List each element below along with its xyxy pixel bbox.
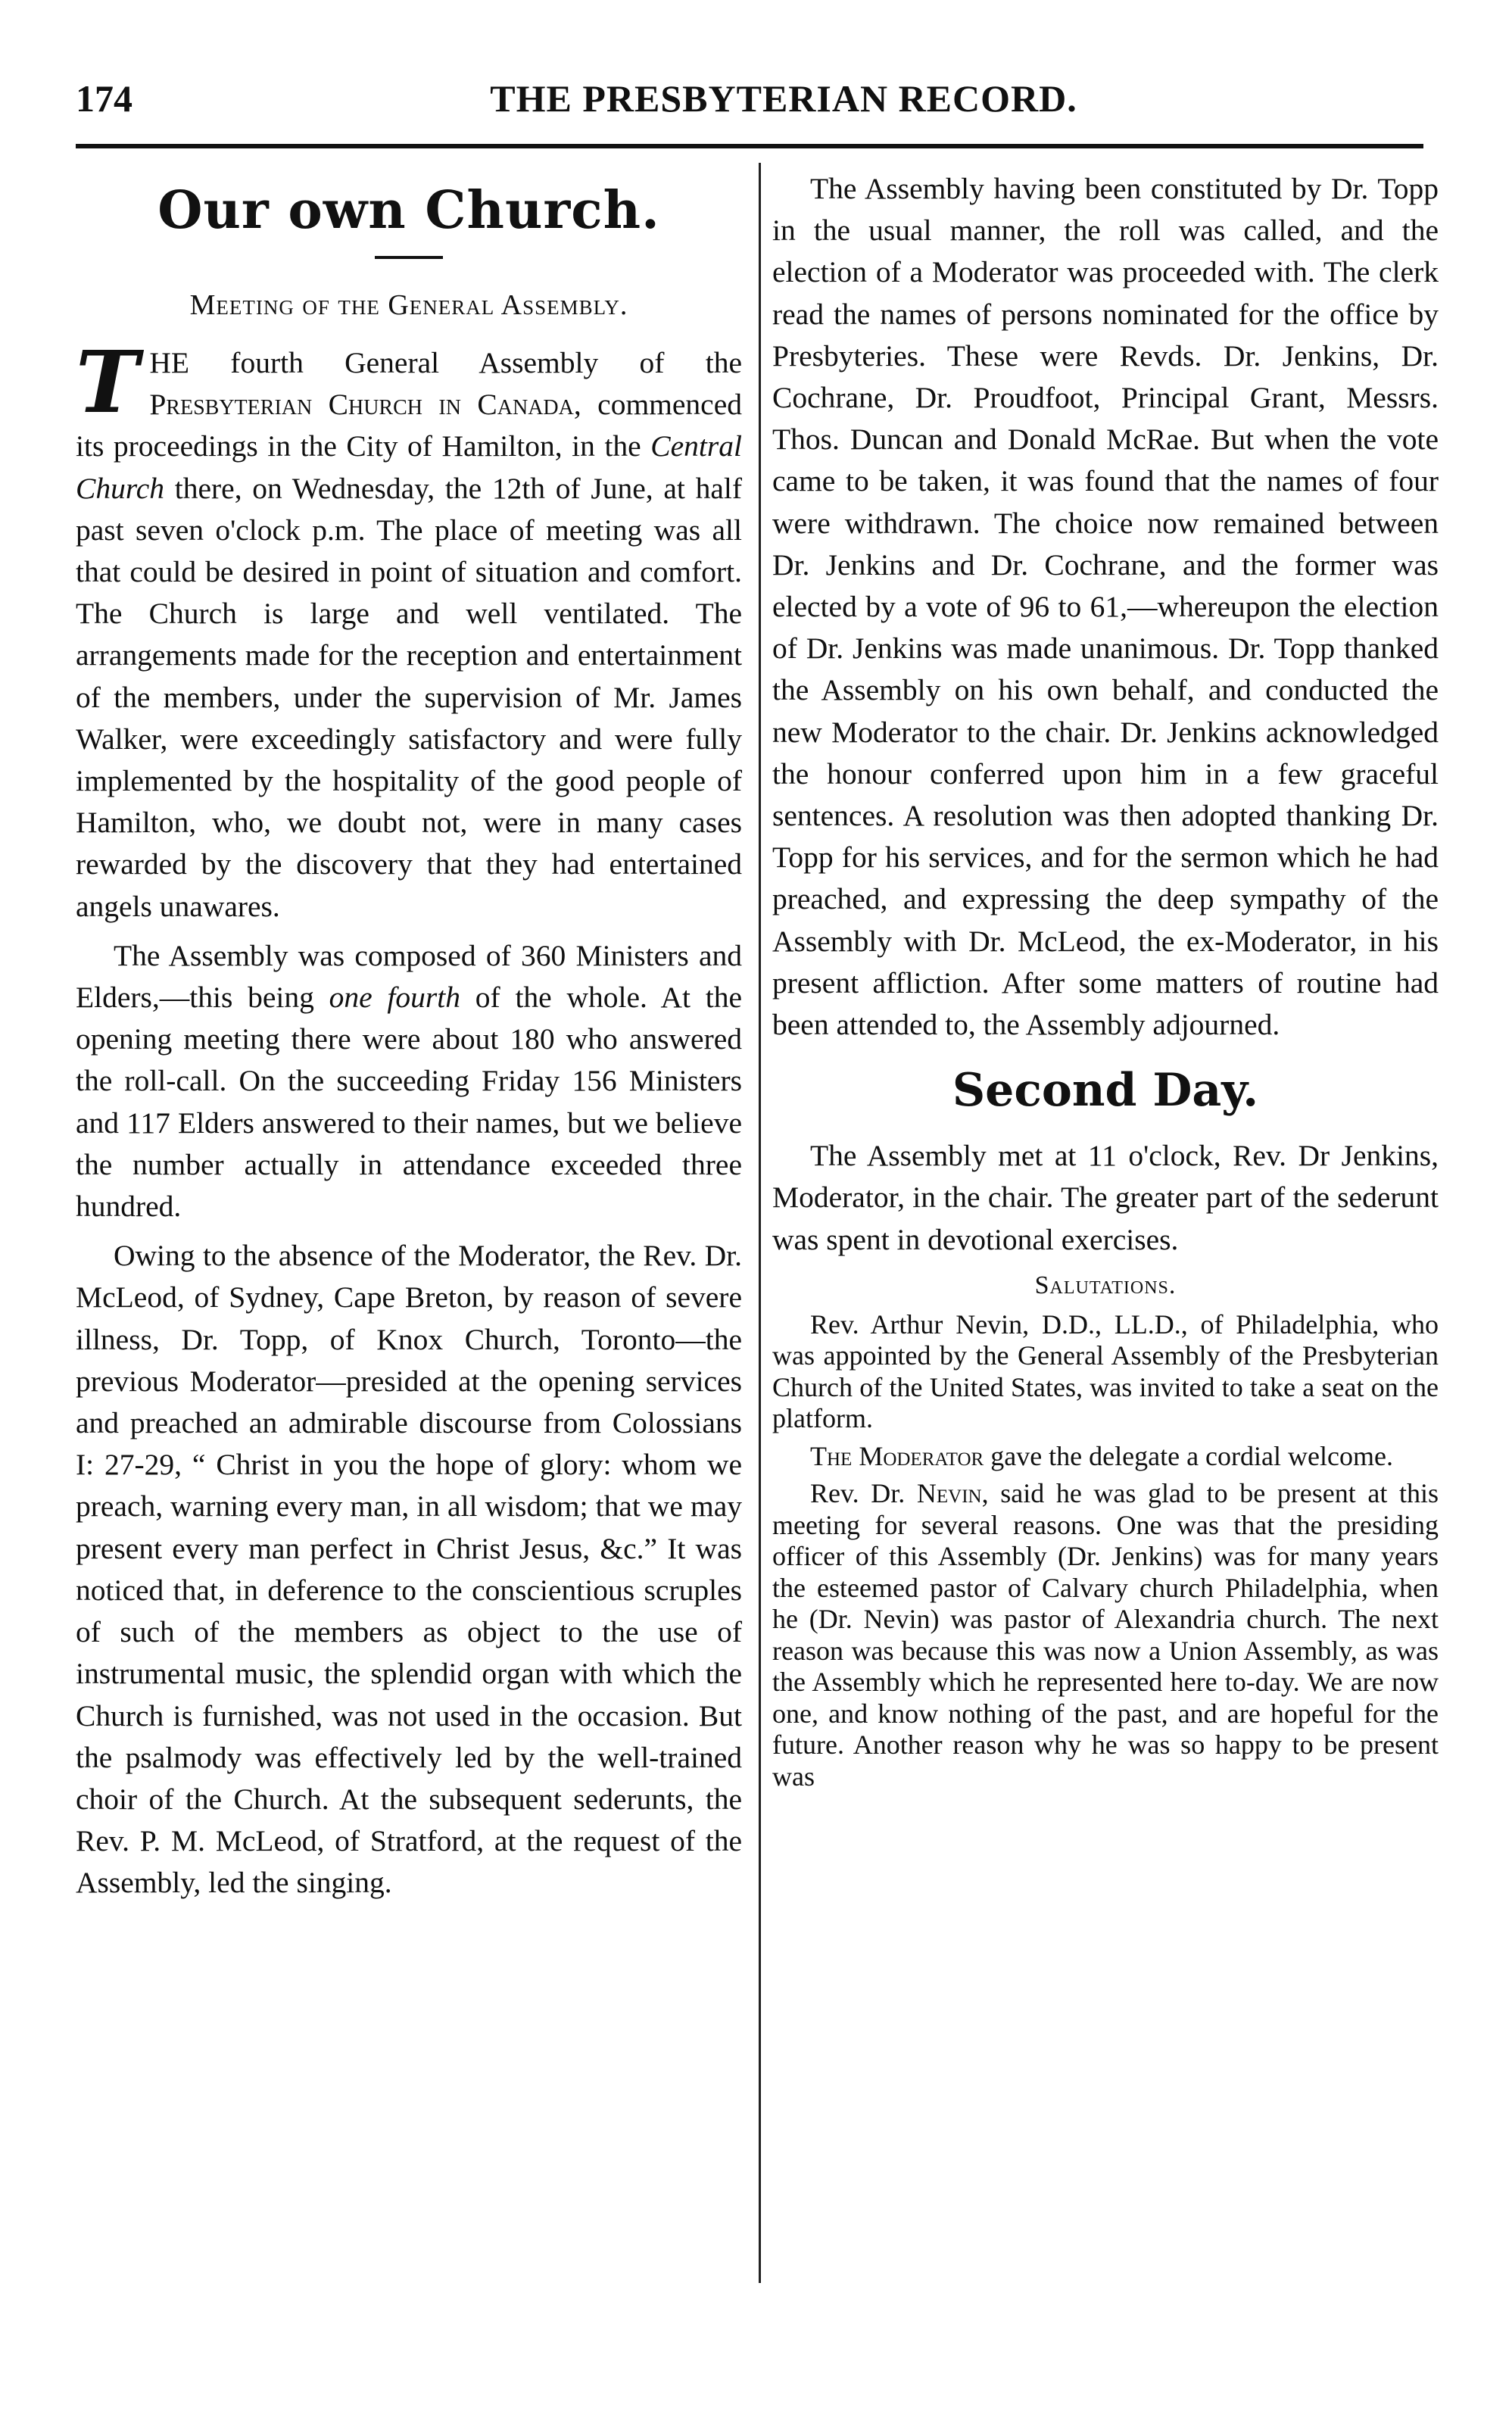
- article-subhead: Meeting of the General Assembly.: [189, 289, 628, 321]
- page-header: [76, 76, 1439, 136]
- section-title: Our own Church.: [157, 180, 660, 241]
- running-head: THE PRESBYTERIAN RECORD.: [490, 77, 1077, 120]
- column-divider: [759, 163, 761, 2283]
- paragraph-moderator-welcome: The Moderator gave the delegate a cordial welcome.: [810, 1440, 1393, 1471]
- paragraph-nevin-invite: Rev. Arthur Nevin, D.D., LL.D., of Philadelphia, who was appointed by the General Assembly of the Presbyterian Church of the United States, was invited to take a seat on the platform.: [772, 1308, 1439, 1434]
- paragraph-composition: The Assembly was composed of 360 Ministers and Elders,—this being one fourth of the whole. At the opening meeting there were about 180 who answered the roll-call. On the succeeding Friday 156 Ministers and 117 Elders answered to their names, but we believe the number actually in attendance exceeded three hundred.: [76, 938, 742, 1224]
- second-day-heading: Second Day.: [952, 1064, 1259, 1118]
- paragraph-second-day: The Assembly met at 11 o'clock, Rev. Dr Jenkins, Moderator, in the chair. The greater part of the sederunt was spent in devotional exercises.: [772, 1139, 1439, 1256]
- paragraph-opening: THE fourth General Assembly of the Presbyterian Church in Canada, commenced its proceedings in the City of Hamilton, in the Central Church there, on Wednesday, the 12th of June, at half past seven o'clock p.m. The place of meeting was all that could be desired in point of situation and comfort. The Church is large and well ventilated. The arrangements made for the reception and entertainment of the members, under the supervision of Mr. James Walker, were exceedingly satisfactory and were fully implemented by the hospitality of the good people of Hamilton, who, we doubt not, were in many cases rewarded by the discovery that they had entertained angels unawares.: [76, 333, 742, 923]
- left-column: [76, 167, 742, 1912]
- paragraph-election: The Assembly having been constituted by Dr. Topp in the usual manner, the roll was called, and the election of a Moderator was proceeded with. The clerk read the names of persons nominated for the office by Presbyteries. These were Revds. Dr. Jenkins, Dr. Cochrane, Dr. Proudfoot, Principal Grant, Messrs. Thos. Duncan and Donald McRae. But when the vote came to be taken, it was found that the names of four were withdrawn. The choice now remained between Dr. Jenkins and Dr. Cochrane, and the former was elected by a vote of 96 to 61,—whereupon the election of Dr. Jenkins was made unanimous. Dr. Topp thanked the Assembly on his own behalf, and conducted the new Moderator to the chair. Dr. Jenkins acknowledged the honour conferred upon him in a few graceful sentences. A resolution was then adopted thanking Dr. Topp for his services, and for the sermon which he had preached, and expressing the deep sympathy of the Assembly with Dr. McLeod, the ex-Moderator, in his present affliction. After some matters of routine had been attended to, the Assembly adjourned.: [772, 172, 1439, 1042]
- page-number: 174: [76, 77, 132, 120]
- title-dash: [375, 256, 443, 259]
- salutations-subhead: Salutations.: [1034, 1271, 1177, 1299]
- paragraph-nevin-speech: Rev. Dr. Nevin, said he was glad to be present at this meeting for several reasons. One was that the presiding officer of this Assembly (Dr. Jenkins) was for many years the esteemed pastor of Calvary church Philadelphia, when he (Dr. Nevin) was pastor of Alexandria church. The next reason was because this was now a Union Assembly, as was the Assembly which he represented here to-day. We are now one, and know nothing of the past, and are hopeful for the future. Another reason why he was so happy to be present was: [772, 1478, 1439, 1792]
- paragraph-moderator-absence: Owing to the absence of the Moderator, the Rev. Dr. McLeod, of Sydney, Cape Breton, by reason of severe illness, Dr. Topp, of Knox Church, Toronto—the previous Moderator—presided at the opening services and preached an admirable discourse from Colossians I: 27-29, “ Christ in you the hope of glory: whom we preach, warning every man, in all wisdom; that we may present every man perfect in Christ Jesus, &c.” It was noticed that, in deference to the conscientious scruples of such of the members as object to the use of instrumental music, the splendid organ with which the Church is furnished, was not used in the occasion. But the psalmody was effectively led by the well-trained choir of the Church. At the subsequent sederunts, the Rev. P. M. McLeod, of Stratford, at the request of the Assembly, led the singing.: [76, 1239, 742, 1900]
- church-name: Presbyterian Church in Canada,: [149, 388, 581, 422]
- header-rule: [76, 144, 1423, 148]
- drop-cap: T: [76, 333, 139, 432]
- right-column: [772, 168, 1439, 1798]
